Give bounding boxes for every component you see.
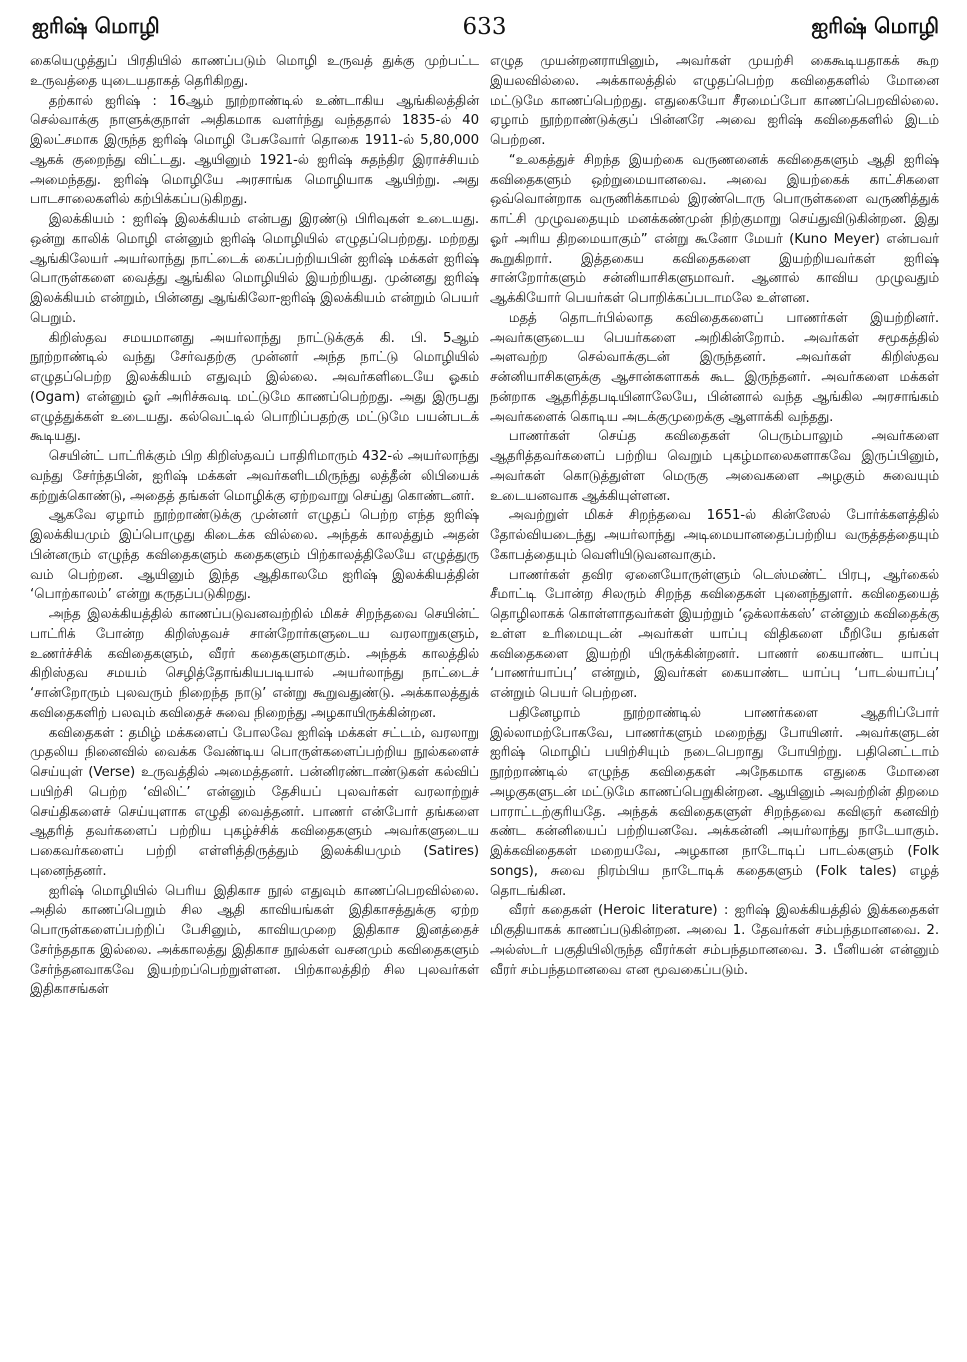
page-header [30, 14, 939, 52]
paragraph: எழுத முயன்றனராயினும், அவர்கள் முயற்சி கைகூடியதாகக் கூற இயலவில்லை. அக்காலத்தில் எழுதப்பெற்ற கவிதைகளில் மோனை மட்டுமே காணப்பெற்றது. எதுகையோ சீரமைப்போ காணப்பெறவில்லை. ஏழாம் நூற்றாண்டுக்குப் பின்னரே அவை ஐரிஷ் கவிதைகளில் இடம் பெற்றன. [490, 54, 939, 148]
text-columns [30, 52, 939, 1000]
paragraph: கிறிஸ்தவ சமயமானது அயர்லாந்து நாட்டுக்குக் கி. பி. 5ஆம் நூற்றாண்டில் வந்து சேர்வதற்கு முன்னர் அந்த நாட்டு மொழியில் எழுதப்பெற்ற இலக்கியம் எதுவும் இல்லை. அவர்களிடையே ஓகம் (Ogam) என்னும் ஓர் அரிச்சுவடி மட்டுமே காணப்பெற்றது. அது இருபது எழுத்துக்கள் உடையது. கல்வெட்டில் பொறிப்பதற்கு மட்டுமே பயன்படக் கூடியது. [30, 330, 479, 445]
paragraph: பாணர்கள் தவிர ஏனையோருள்ளும் டெஸ்மண்ட் பிரபு, ஆர்கைல் சீமாட்டி போன்ற சிலரும் சிறந்த கவிதைகள் புனைந்துளர். கவிதையைத் தொழிலாகக் கொள்ளாதவர்கள் இயற்றும் ‘ஒக்லாக்கஸ்’ என்னும் கவிதைக்கு உள்ள உரிமையுடன் அவர்கள் யாப்பு விதிகளை மீறியே தங்கள் கவிதைகளை இயற்றி யிருக்கின்றனர். பாணர் கையாண்ட யாப்பு ‘பாணர்யாப்பு’ என்றும், இவர்கள் கையாண்ட யாப்பு ‘பாடல்யாப்பு’ என்றும் பெயர் பெற்றன. [490, 567, 939, 701]
paragraph: கையெழுத்துப் பிரதியில் காணப்படும் மொழி உருவத் துக்கு முற்பட்ட உருவத்தை யுடையதாகத் தெரிகிறது. [30, 54, 479, 89]
paragraph: கவிதைகள் : தமிழ் மக்களைப் போலவே ஐரிஷ் மக்கள் சட்டம், வரலாறு முதலிய நினைவில் வைக்க வேண்டிய பொருள்களைப்பற்றிய நூல்களைச் செய்யுள் (Verse) உருவத்தில் அமைத்தனர். பன்னிரண்டாண்டுகள் கல்விப் பயிற்சி பெற்ற ‘விலிட்’ என்னும் தேசியப் புலவர்கள் வரலாற்றுச் செய்திகளைச் செய்யுளாக எழுதி வைத்தனர். பாணர் என்போர் தங்களை ஆதரித் தவர்களைப் பற்றிய புகழ்ச்சிக் கவிதைகளும் அவர்களுடைய பகைவர்களைப் பற்றி எள்ளித்திருத்தும் இலக்கியமும் (Satires) புனைந்தனர். [30, 725, 479, 879]
paragraph: ஆகவே ஏழாம் நூற்றாண்டுக்கு முன்னர் எழுதப் பெற்ற எந்த ஐரிஷ் இலக்கியமும் இப்பொழுது கிடைக்க வில்லை. அந்தக் காலத்தும் அதன் பின்னரும் எழுந்த கவிதைகளும் கதைகளும் பிற்காலத்திலேயே எழுத்துரு வம் பெற்றன. ஆயினும் இந்த ஆதிகாலமே ஐரிஷ் இலக்கியத்தின் ‘பொற்காலம்’ என்று கருதப்படுகிறது. [30, 508, 479, 603]
paragraph: பதினேழாம் நூற்றாண்டில் பாணர்களை ஆதரிப்போர் இல்லாமற்போகவே, பாணர்களும் மறைந்து போயினர். அவர்களுடன் ஐரிஷ் மொழிப் பயிற்சியும் நடைபெறாது போயிற்று. பதினெட்டாம் நூற்றாண்டில் எழுந்த கவிதைகள் அநேகமாக எதுகை மோனை அழகுகளுடன் மட்டுமே காணப்பெறுகின்றன. ஆயினும் அவற்றின் திறமை பாராட்டற்குரியதே. அந்தக் கவிதைகளுள் சிறந்தவை கவிஞர் கனவிற் கண்ட கன்னியைப் பற்றியனவே. அக்கன்னி அயர்லாந்து நாடேயாகும். இக்கவிதைகள் மறையவே, அழகான நாடோடிப் பாடல்களும் (Folk songs), சுவை நிரம்பிய நாடோடிக் கதைகளும் (Folk tales) எழத் தொடங்கின. [490, 705, 939, 899]
paragraph: செயின்ட் பாட்ரிக்கும் பிற கிறிஸ்தவப் பாதிரிமாரும் 432-ல் அயர்லாந்து வந்து சேர்ந்தபின், ஐரிஷ் மக்கள் அவர்களிடமிருந்து லத்தீன் லிபியைக் கற்றுக்கொண்டு, அதைத் தங்கள் மொழிக்கு ஏற்றவாறு செய்து கொண்டனர். [30, 449, 479, 504]
paragraph: ஐரிஷ் மொழியில் பெரிய இதிகாச நூல் எதுவும் காணப்பெறவில்லை. அதில் காணப்பெறும் சில ஆதி காவியங்கள் இதிகாசத்துக்கு ஏற்ற பொருள்களைப்பற்றிப் பேசினும், காவியமுறை இதிகாச இனத்தைச் சேர்ந்ததாக இல்லை. அக்காலத்து இதிகாச நூல்கள் வசனமும் கவிதைகளும் சேர்ந்தனவாகவே இயற்றப்பெற்றுள்ளன. பிற்காலத்திற் சில புலவர்கள் இதிகாசங்கள் [30, 883, 480, 998]
left-column [30, 52, 479, 1000]
right-column [490, 52, 939, 1000]
paragraph: அவற்றுள் மிகச் சிறந்தவை 1651-ல் கின்ஸேல் போர்க்களத்தில் தோல்வியடைந்து அயர்லாந்து அடிமையானதைப்பற்றிய வருத்தத்தையும் கோபத்தையும் வெளியிடுவனவாகும். [490, 508, 939, 563]
page-number: 633 [462, 14, 507, 40]
running-head-right: ஐரிஷ் மொழி [811, 14, 939, 38]
running-head-left: ஐரிஷ் மொழி [32, 14, 160, 38]
paragraph: பாணர்கள் செய்த கவிதைகள் பெரும்பாலும் அவர்களை ஆதரித்தவர்களைப் பற்றிய வெறும் புகழ்மாலைகளாகவே இருப்பினும், அவர்கள் கொடுத்துள்ள மெருகு அவைகளை அழகும் சுவையும் உடையனவாக ஆக்கியுள்ளன. [490, 429, 939, 504]
paragraph: அந்த இலக்கியத்தில் காணப்படுவனவற்றில் மிகச் சிறந்தவை செயின்ட் பாட்ரிக் போன்ற கிறிஸ்தவச் சான்றோர்களுடைய வரலாறுகளும், உணர்ச்சிக் கவிதைகளும், வீரர் கதைகளுமாகும். அந்தக் காலத்தில் கிறிஸ்தவ சமயம் செழித்தோங்கியபடியால் அயர்லாந்து நாட்டைச் ‘சான்றோரும் புலவரும் நிறைந்த நாடு’ என்று கூறுவதுண்டு. அக்காலத்துக் கவிதைகளிற் பலவும் கவிதைச் சுவை நிறைந்து அழகாயிருக்கின்றன. [30, 607, 479, 721]
paragraph: மதத் தொடர்பில்லாத கவிதைகளைப் பாணர்கள் இயற்றினர். அவர்களுடைய பெயர்களை அறிகின்றோம். அவர்கள் சமூகத்தில் அளவற்ற செல்வாக்குடன் இருந்தனர். அவர்கள் கிறிஸ்தவ சன்னியாசிகளுக்கு ஆசான்களாகக் கூட இருந்தனர். அவர்களை மக்கள் நன்றாக ஆதரித்தபடியினாலேயே, பின்னால் வந்த ஆங்கில அரசாங்கம் அவர்களைக் கொடிய அடக்குமுறைக்கு ஆளாக்கி வந்தது. [490, 310, 939, 425]
paragraph: “உலகத்துச் சிறந்த இயற்கை வருணனைக் கவிதைகளும் ஆதி ஐரிஷ் கவிதைகளும் ஒற்றுமையானவை. அவை இயற்கைக் காட்சிகளை ஒவ்வொன்றாக வருணிக்காமல் இரண்டொரு பொருள்களை வருணித்துக் காட்சி முழுவதையும் மனக்கண்முன் நிற்குமாறு செய்துவிடுகின்றன. இது ஓர் அரிய திறமையாகும்” என்று கூனோ மேயர் (Kuno Meyer) என்பவர் கூறுகிறார். இத்தகைய கவிதைகளை இயற்றியவர்கள் ஐரிஷ் சான்றோர்களும் சன்னியாசிகளுமாவர். ஆனால் காவிய முழுவதும் ஆக்கியோர் பெயர்கள் பொறிக்கப்படாமலே உள்ளன. [490, 152, 939, 306]
paragraph: தற்கால் ஐரிஷ் : 16ஆம் நூற்றாண்டில் உண்டாகிய ஆங்கிலத்தின் செல்வாக்கு நாளுக்குநாள் அதிகமாக வளர்ந்து வந்ததால் 1835-ல் 40 இலட்சமாக இருந்த ஐரிஷ் மொழி பேசுவோர் தொகை 1911-ல் 5,80,000 ஆகக் குறைந்து விட்டது. ஆயினும் 1921-ல் ஐரிஷ் சுதந்திர இராச்சியம் அமைந்தது. ஐரிஷ் மொழியே அரசாங்க மொழியாக ஆயிற்று. அது பாடசாலைகளில் கற்பிக்கப்படுகிறது. [30, 93, 479, 208]
paragraph: வீரர் கதைகள் (Heroic literature) : ஐரிஷ் இலக்கியத்தில் இக்கதைகள் மிகுதியாகக் காணப்படுகின்றன. அவை 1. தேவர்கள் சம்பந்தமானவை. 2. அல்ஸ்டர் பகுதியிலிருந்த வீரர்கள் சம்பந்தமானவை. 3. பீனியன் என்னும் வீரர் சம்பந்தமானவை என மூவகைப்படும். [490, 903, 939, 978]
paragraph: இலக்கியம் : ஐரிஷ் இலக்கியம் என்பது இரண்டு பிரிவுகள் உடையது. ஒன்று காலிக் மொழி என்னும் ஐரிஷ் மொழியில் எழுதப்பெற்றது. மற்றது ஆங்கிலேயர் அயர்லாந்து நாட்டைக் கைப்பற்றியபின் ஐரிஷ் மக்கள் ஐரிஷ் பொருள்களை வைத்து ஆங்கில மொழியில் இயற்றியது. முன்னது ஐரிஷ் இலக்கியம் என்றும், பின்னது ஆங்கிலோ-ஐரிஷ் இலக்கியம் என்றும் பெயர் பெறும். [30, 212, 479, 326]
